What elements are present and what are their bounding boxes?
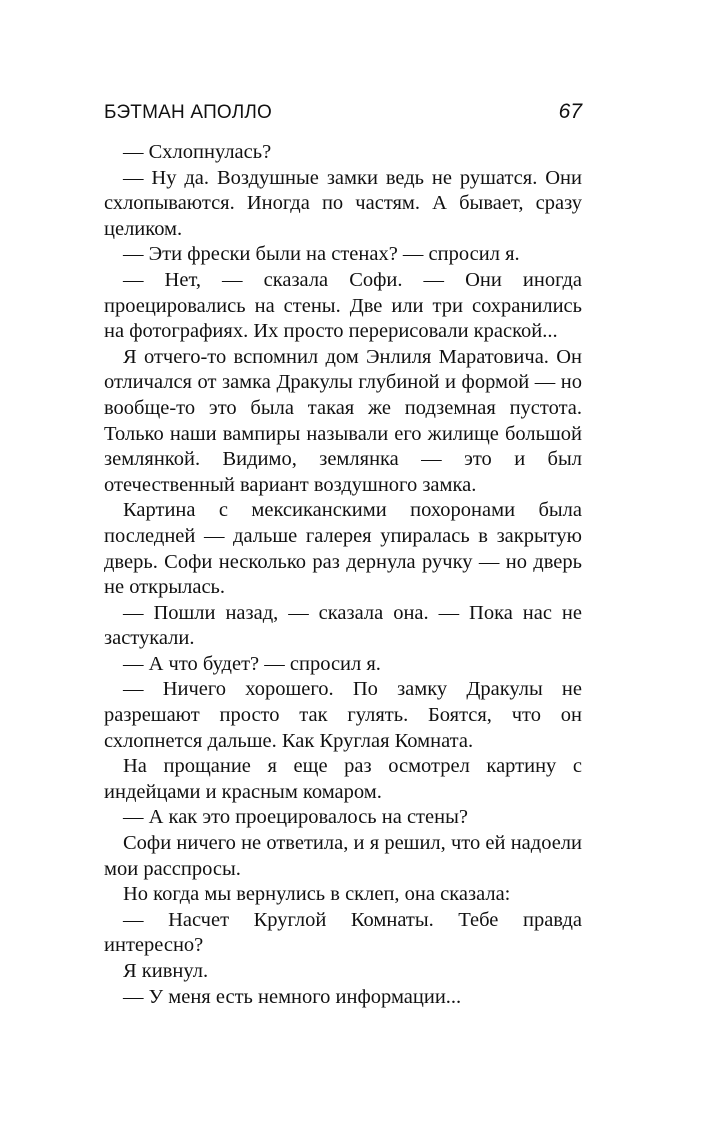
paragraph: Картина с мексиканскими похоронами была последней — дальше галерея упиралась в закрытую дверь. Софи несколько раз дернула ручку — но дверь не открылась. <box>104 499 582 599</box>
paragraph: — Ничего хорошего. По замку Дракулы не разрешают просто так гулять. Боятся, что он схлопнется дальше. Как Круглая Комната. <box>104 678 582 752</box>
paragraph: — Нет, — сказала Софи. — Они иногда проецировались на стены. Две или три сохранились на фотографиях. Их просто перерисовали краской... <box>104 268 582 343</box>
running-title: БЭТМАН АПОЛЛО <box>104 102 273 123</box>
paragraph: — Схлопнулась? <box>123 141 272 163</box>
paragraph: — Насчет Круглой Комнаты. Тебе правда интересно? <box>104 908 582 957</box>
body-text <box>104 140 582 1010</box>
paragraph: — Эти фрески были на стенах? — спросил я. <box>123 243 520 266</box>
paragraph: — Ну да. Воздушные замки ведь не рушатся. Они схлопываются. Иногда по частям. А бывает, сразу целиком. <box>104 166 582 240</box>
paragraph: — У меня есть немного информации... <box>123 985 462 1008</box>
paragraph: На прощание я еще раз осмотрел картину с индейцами и красным комаром. <box>104 755 582 803</box>
paragraph: — А что будет? — спросил я. <box>123 652 381 675</box>
paragraph: Я кивнул. <box>123 960 209 982</box>
paragraph: Софи ничего не ответила, и я решил, что ей надоели мои расспросы. <box>104 832 582 880</box>
page-header <box>104 96 582 130</box>
page-number: 67 <box>558 100 582 123</box>
paragraph: — А как это проецировалось на стены? <box>123 806 468 829</box>
paragraph: Я отчего-то вспомнил дом Энлиля Маратовича. Он отличался от замка Дракулы глубиной и формой — но вообще-то это была такая же подземная пустота. Только наши вампиры называли его жилище большой землянкой. Видимо, землянка — это и был отечественный вариант воздушного замка. <box>104 345 582 496</box>
book-page <box>104 96 582 1010</box>
paragraph: Но когда мы вернулись в склеп, она сказала: <box>123 883 511 906</box>
paragraph: — Пошли назад, — сказала она. — Пока нас не застукали. <box>104 601 582 650</box>
